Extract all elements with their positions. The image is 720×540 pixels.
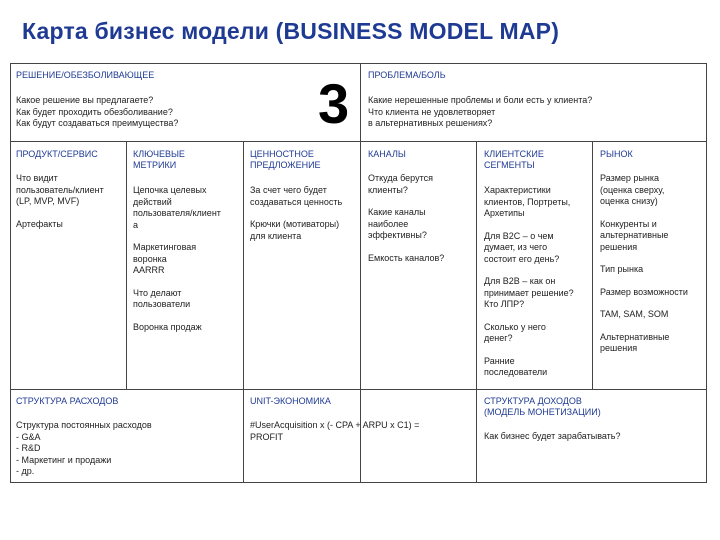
segments-header: КЛИЕНТСКИЕ СЕГМЕНТЫ	[484, 149, 544, 170]
channels-cell	[368, 173, 474, 275]
metrics-text-4: Воронка продаж	[133, 321, 202, 332]
costs-item: - Маркетинг и продажи	[16, 454, 112, 465]
grid-line	[126, 141, 127, 389]
unit-formula: #UserAcquisition x (- CPA + ARPU x C1) = PROFIT	[250, 420, 420, 442]
market-text-3: Тип рынка	[600, 264, 644, 274]
metrics-text-2: Маркетинговая воронка AARRR	[133, 242, 197, 275]
costs-header: СТРУКТУРА РАСХОДОВ	[16, 396, 119, 406]
segments-text-4: Сколько у него денег?	[484, 321, 546, 343]
market-text-4: Размер возможности	[600, 286, 688, 297]
grid-line	[706, 63, 707, 483]
grid-line	[476, 141, 477, 483]
market-text-1: Размер рынка (оценка сверху, оценка снизу)	[600, 173, 665, 206]
grid-line	[10, 389, 706, 390]
solution-text	[16, 95, 316, 141]
page-title: Карта бизнес модели (BUSINESS MODEL MAP)	[22, 18, 560, 44]
channels-text-3: Емкость каналов?	[368, 252, 445, 263]
solution-questions: Какое решение вы предлагаете? Как будет проходить обезболивание? Как будут создаваться преимущества?	[16, 95, 179, 128]
metrics-header: КЛЮЧЕВЫЕ МЕТРИКИ	[133, 149, 185, 170]
market-text-6: Альтернативные решения	[600, 331, 670, 353]
grid-line	[10, 63, 706, 64]
segments-text-1: Характеристики клиентов, Портреты, Архетипы	[484, 185, 571, 218]
metrics-cell	[133, 185, 241, 344]
market-text-5: TAM, SAM, SOM	[600, 309, 669, 319]
channels-text-1: Откуда берутся клиенты?	[368, 173, 433, 195]
costs-cell	[16, 420, 238, 478]
product-header: ПРОДУКТ/СЕРВИС	[16, 149, 98, 159]
problem-text	[368, 95, 698, 141]
segments-text-3: Для B2B – как он принимает решение? Кто ЛПР?	[484, 276, 574, 309]
grid-line	[10, 482, 706, 483]
product-text-1: Что видит пользователь/клиент (LP, MVP, MVF)	[16, 173, 104, 206]
costs-item: - G&A	[16, 431, 41, 442]
solution-header: РЕШЕНИЕ/ОБЕЗБОЛИВАЮЩЕЕ	[16, 70, 155, 80]
channels-header: КАНАЛЫ	[368, 149, 406, 159]
segments-cell	[484, 185, 590, 390]
grid-line	[10, 141, 706, 142]
grid-line	[243, 141, 244, 483]
market-text-2: Конкуренты и альтернативные решения	[600, 218, 669, 252]
segments-text-5: Ранние последователи	[484, 355, 548, 377]
product-text-2: Артефакты	[16, 218, 63, 229]
costs-item: - др.	[16, 466, 35, 476]
revenue-text: Как бизнес будет зарабатывать?	[484, 431, 621, 441]
problem-questions: Какие нерешенные проблемы и боли есть у клиента? Что клиента не удовлетворяет в альтернативных решениях?	[368, 95, 593, 128]
channels-text-2: Какие каналы наиболее эффективны?	[368, 207, 427, 240]
value-header: ЦЕННОСТНОЕ ПРЕДЛОЖЕНИЕ	[250, 149, 321, 170]
market-cell	[600, 173, 704, 366]
metrics-text-1: Цепочка целевых действий пользователя/клиент а	[133, 185, 221, 230]
unit-header: UNIT-ЭКОНОМИКА	[250, 396, 331, 406]
market-header: РЫНОК	[600, 149, 633, 159]
value-cell	[250, 185, 358, 253]
revenue-cell	[484, 431, 702, 454]
grid-line	[592, 141, 593, 389]
revenue-header: СТРУКТУРА ДОХОДОВ (МОДЕЛЬ МОНЕТИЗАЦИИ)	[484, 396, 601, 417]
metrics-text-3: Что делают пользователи	[133, 287, 191, 309]
value-text-2: Крючки (мотиваторы) для клиента	[250, 219, 340, 241]
value-text-1: За счет чего будет создаваться ценность	[250, 185, 343, 207]
problem-header: ПРОБЛЕМА/БОЛЬ	[368, 70, 446, 80]
costs-intro: Структура постоянных расходов	[16, 420, 152, 430]
big-number: 3	[318, 72, 350, 135]
segments-text-2: Для B2C – о чем думает, из чего состоит его день?	[484, 230, 560, 264]
unit-cell	[250, 420, 472, 454]
grid-line	[10, 63, 11, 483]
costs-item: - R&D	[16, 443, 41, 453]
costs-list	[16, 432, 238, 478]
product-cell	[16, 173, 124, 241]
